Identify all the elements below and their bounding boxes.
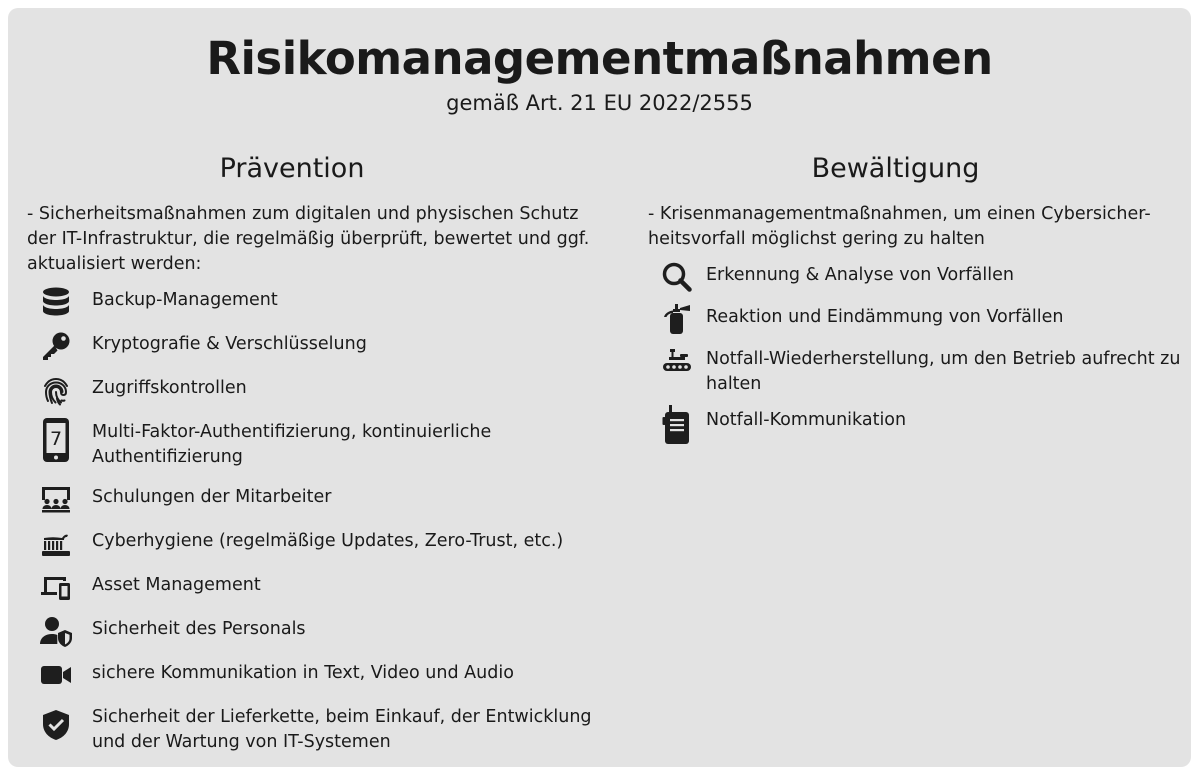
response-heading: Bewältigung: [811, 153, 980, 184]
list-item: [39, 702, 612, 755]
page-title: Risikomanagementmaßnahmen: [206, 32, 993, 85]
infographic-card: [8, 8, 1191, 767]
fingerprint-icon: [39, 373, 73, 407]
list-item-label: Schulungen der Mitarbeiter: [92, 487, 332, 507]
list-item-label: Sicherheit des Personals: [92, 619, 306, 639]
list-item-label: sichere Kommunikation in Text, Video und Audio: [92, 663, 514, 683]
list-item: [39, 614, 612, 648]
response-column: [648, 153, 1183, 453]
phone-code-icon: [39, 417, 73, 463]
list-item-label: Notfall-Kommunikation: [706, 410, 907, 430]
list-item-label: Cyberhygiene (regelmäßige Updates, Zero-Trust, etc.): [92, 531, 564, 551]
devices-icon: [39, 570, 73, 604]
response-intro: - Krisenmanagementmaßnahmen, um einen Cybersicher- heitsvorfall möglichst gering zu halten: [648, 204, 1151, 249]
page-subtitle: gemäß Art. 21 EU 2022/2555: [446, 91, 753, 115]
user-shield-icon: [39, 614, 73, 648]
list-item: [660, 405, 1183, 445]
conveyor-icon: [660, 344, 694, 378]
key-icon: [39, 329, 73, 363]
walkie-talkie-icon: [660, 405, 694, 445]
list-item-label: Zugriffskontrollen: [92, 378, 247, 398]
prevention-column: [27, 153, 612, 765]
prevention-heading: Prävention: [219, 153, 365, 184]
list-item-label: Kryptografie & Verschlüsselung: [92, 334, 367, 354]
list-item: [39, 570, 612, 604]
list-item-label: Backup-Management: [92, 290, 278, 310]
list-item: [39, 658, 612, 692]
list-item-label: Erkennung & Analyse von Vorfällen: [706, 265, 1014, 285]
video-camera-icon: [39, 658, 73, 692]
training-icon: [39, 482, 73, 516]
list-item: [39, 417, 612, 470]
fire-extinguisher-icon: [660, 302, 694, 336]
shield-check-icon: [39, 702, 73, 748]
list-item-label: Asset Management: [92, 575, 261, 595]
toothbrush-icon: [39, 526, 73, 560]
prevention-intro: - Sicherheitsmaßnahmen zum digitalen und physischen Schutz der IT-Infrastruktur, die regelmäßig überprüft, bewertet und ggf. aktualisiert werden:: [27, 204, 590, 274]
list-item-label: Reaktion und Eindämmung von Vorfällen: [706, 307, 1064, 327]
list-item-label: Multi-Faktor-Authentifizierung, kontinuierliche Authentifizierung: [92, 422, 492, 467]
list-item: [39, 526, 612, 560]
list-item-label: Sicherheit der Lieferkette, beim Einkauf, der Entwicklung und der Wartung von IT-Systemen: [92, 707, 592, 752]
list-item: [660, 344, 1183, 397]
list-item: [660, 260, 1183, 294]
list-item-label: Notfall-Wiederherstellung, um den Betrieb aufrecht zu halten: [706, 349, 1181, 394]
database-icon: [39, 285, 73, 319]
list-item: [39, 329, 612, 363]
svg-text:7: 7: [49, 428, 63, 450]
list-item: [39, 373, 612, 407]
list-item: [39, 285, 612, 319]
magnifier-icon: [660, 260, 694, 294]
list-item: [39, 482, 612, 516]
list-item: [660, 302, 1183, 336]
